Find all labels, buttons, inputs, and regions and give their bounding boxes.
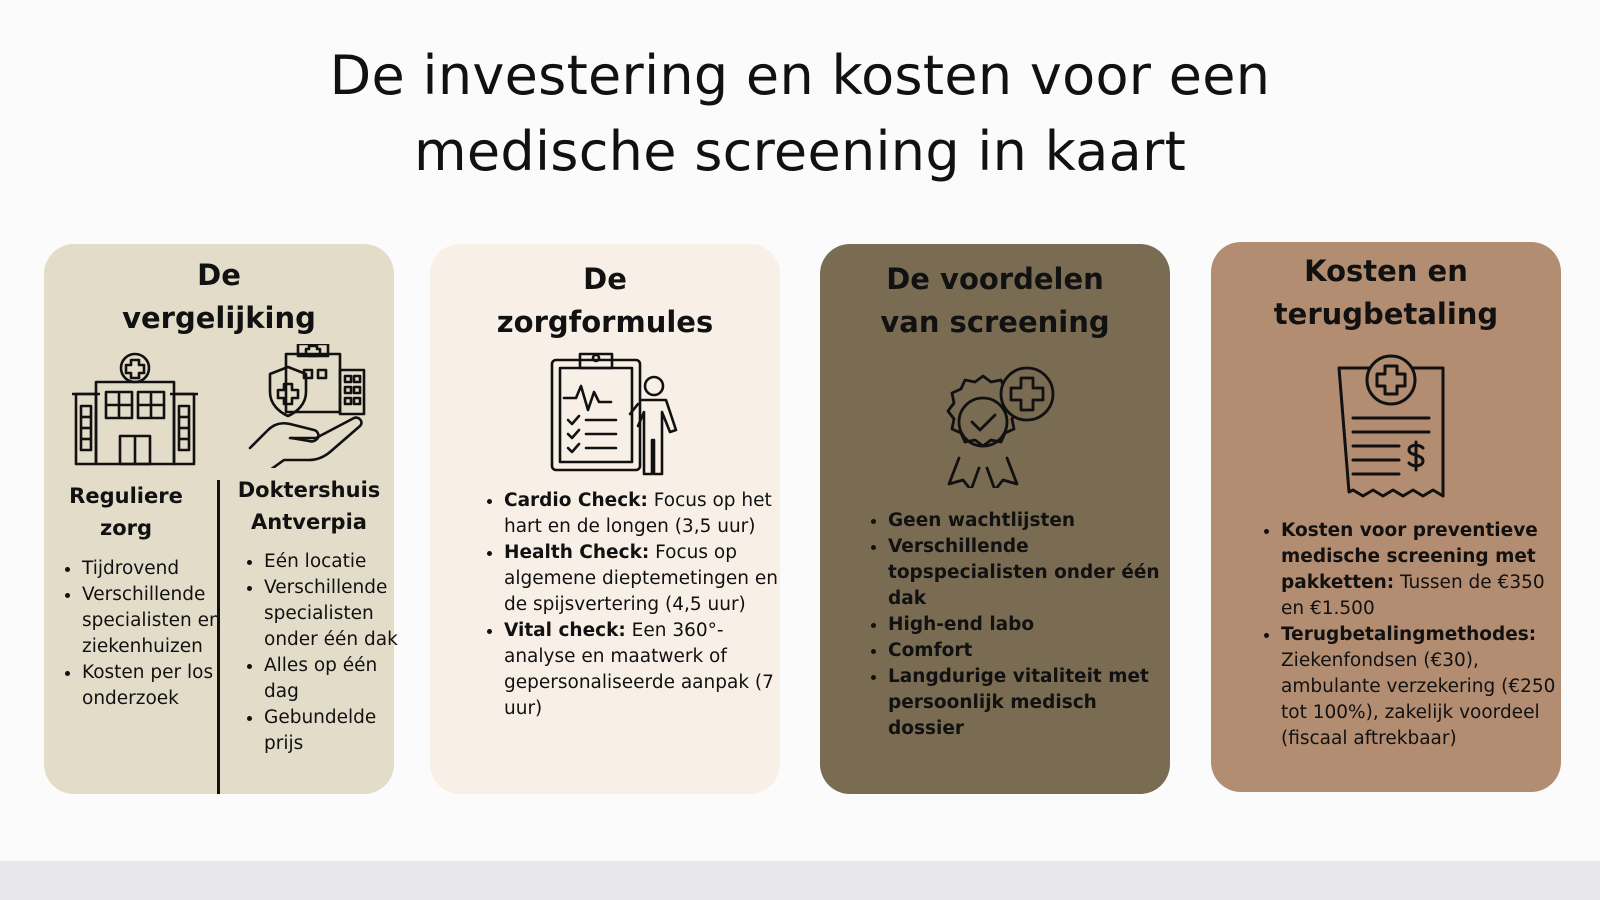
subhead-line-2: Antverpia xyxy=(251,510,367,534)
list-item: • Gebundelde prijs xyxy=(264,705,404,757)
doktershuis-list xyxy=(242,549,404,757)
subhead-reguliere-zorg xyxy=(44,480,208,544)
item-text: Tussen de €350 en €1.500 xyxy=(1281,572,1545,619)
quality-badge-plus-icon xyxy=(933,366,1059,488)
footer-band xyxy=(0,861,1600,900)
medical-invoice-dollar-icon xyxy=(1335,354,1447,502)
item-label: Terugbetalingmethodes: xyxy=(1281,624,1537,645)
page-title-line-1: De investering en kosten voor een xyxy=(329,44,1271,107)
list-item: • High-end labo xyxy=(888,612,1173,638)
list-item: • Eén locatie xyxy=(264,549,404,575)
list-item xyxy=(504,488,784,540)
subhead-line-1: Doktershuis xyxy=(237,478,381,502)
hand-holding-clinic-icon xyxy=(246,344,372,468)
voordelen-list xyxy=(866,508,1173,742)
item-text: Focus op het hart en de longen (3,5 uur) xyxy=(504,490,772,537)
list-item: • Kosten per los onderzoek xyxy=(82,660,222,712)
card-title xyxy=(430,258,780,344)
card-zorgformules xyxy=(430,244,780,794)
list-item: • Verschillende specialisten onder één dak xyxy=(264,575,404,653)
card-title-line-1: De xyxy=(197,258,241,292)
card-title-line-2: zorgformules xyxy=(496,305,714,339)
list-item: • Verschillende topspecialisten onder één dak xyxy=(888,534,1173,612)
list-item: • Geen wachtlijsten xyxy=(888,508,1173,534)
page-title xyxy=(0,38,1600,190)
list-item xyxy=(1281,518,1566,622)
card-title-line-1: De voordelen xyxy=(886,262,1104,296)
card-title xyxy=(44,254,394,340)
item-label: Vital check: xyxy=(504,620,626,641)
page-title-line-2: medische screening in kaart xyxy=(413,120,1187,183)
card-title xyxy=(1211,250,1561,336)
hospital-icon xyxy=(72,350,198,466)
list-item: • Tijdrovend xyxy=(82,556,222,582)
list-item xyxy=(504,540,784,618)
list-item xyxy=(1281,622,1566,752)
card-vergelijking xyxy=(44,244,398,794)
item-text: Ziekenfondsen (€30), ambulante verzekering (€250 tot 100%), zakelijk voordeel (fiscaal aftrekbaar) xyxy=(1281,650,1556,749)
card-title xyxy=(820,258,1170,344)
kosten-list xyxy=(1259,518,1566,752)
reguliere-zorg-list xyxy=(60,556,222,712)
medical-clipboard-doctor-icon xyxy=(550,350,682,478)
subhead-line-2: zorg xyxy=(99,516,153,540)
list-item: • Verschillende specialisten en ziekenhuizen xyxy=(82,582,222,660)
item-text: Focus op algemene dieptemetingen en de spijsvertering (4,5 uur) xyxy=(504,542,778,615)
list-item: • Comfort xyxy=(888,638,1173,664)
card-title-line-1: Kosten en xyxy=(1304,254,1468,288)
zorgformules-list xyxy=(482,488,784,722)
list-item: • Alles op één dag xyxy=(264,653,404,705)
card-title-line-2: vergelijking xyxy=(122,301,316,335)
card-kosten xyxy=(1211,242,1561,792)
subhead-doktershuis-antverpia xyxy=(224,474,394,538)
card-voordelen xyxy=(820,244,1170,794)
item-label: Cardio Check: xyxy=(504,490,648,511)
item-text: Een 360°-analyse en maatwerk of gepersonaliseerde aanpak (7 uur) xyxy=(504,620,774,719)
item-label: Health Check: xyxy=(504,542,650,563)
card-title-line-2: van screening xyxy=(880,305,1110,339)
subhead-line-1: Reguliere xyxy=(69,484,183,508)
card-title-line-2: terugbetaling xyxy=(1273,297,1499,331)
list-item xyxy=(504,618,784,722)
list-item: • Langdurige vitaliteit met persoonlijk medisch dossier xyxy=(888,664,1173,742)
card-title-line-1: De xyxy=(583,262,627,296)
item-label: Kosten voor preventieve medische screening met pakketten: xyxy=(1281,520,1538,593)
